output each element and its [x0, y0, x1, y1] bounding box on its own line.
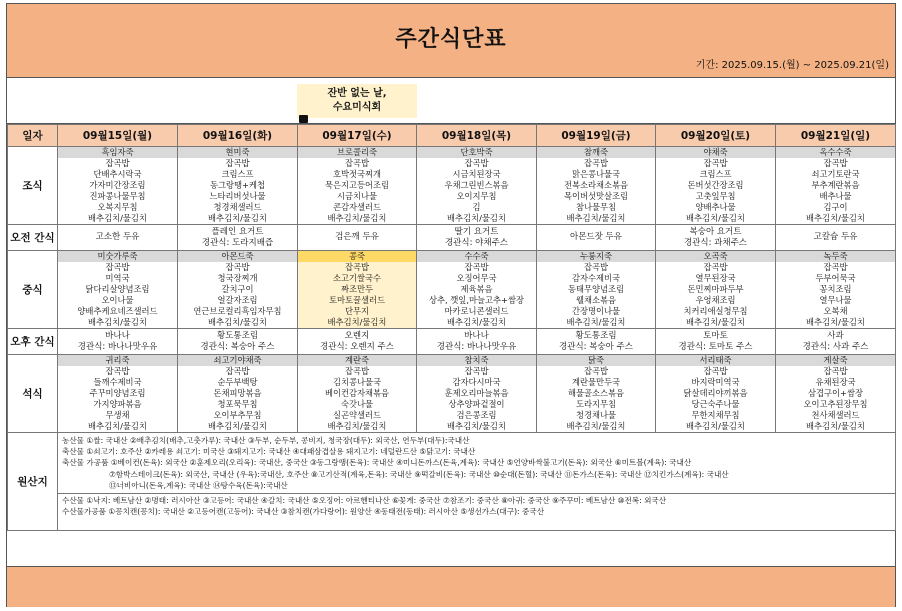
menu-item: 동태무양념조림 [567, 284, 625, 295]
menu-item: 전복소라채소볶음 [563, 180, 629, 191]
porridge-item: 단호박죽 [417, 147, 536, 158]
porridge-item: 닭죽 [537, 355, 655, 366]
menu-item: 크림스프 [699, 169, 732, 180]
menu-sheet [6, 3, 896, 607]
row-origin [8, 433, 896, 531]
menu-item: 배추김치/물김치 [686, 212, 745, 223]
origin-line: 수산물가공품 ①꽁치캔(꽁치): 국내산 ②고등어캔(고등어): 국내산 ③참치캔(가다랑어): 원양산 ④동태전(동태): 러시아산 ⑤생선가스(대구): 중국산 [62, 507, 545, 517]
notice-badge [297, 84, 417, 118]
menu-item: 배추김치/물김치 [327, 212, 387, 223]
menu-item: 잡곡밥 [464, 262, 489, 273]
tube-feed-item: 경관식: 바나나맛우유 [77, 341, 158, 352]
menu-item: 천사채샐러드 [811, 409, 860, 420]
menu-item: 청국장찌개 [217, 273, 258, 284]
menu-cell [776, 329, 896, 355]
menu-item: 돈채피망볶음 [213, 388, 262, 399]
menu-item: 단배추시락국 [93, 169, 142, 180]
menu-item: 단무지 [344, 305, 370, 316]
menu-item: 제육볶음 [460, 284, 493, 295]
snack-item: 플레인 요거트 [211, 226, 264, 237]
menu-item: 꽁치조림 [819, 284, 852, 295]
menu-item: 가지양파볶음 [93, 398, 142, 409]
porridge-item: 브로콜리죽 [298, 147, 416, 158]
menu-item: 잡곡밥 [823, 366, 848, 377]
day-header: 09월19일(금) [537, 125, 656, 147]
menu-item: 잡곡밥 [105, 262, 130, 273]
menu-item: 잡곡밥 [225, 262, 250, 273]
menu-cell [178, 355, 298, 433]
tube-feed-item: 경관식: 도라지배즙 [201, 237, 274, 248]
tube-feed-item: 경관식: 복숭아 주스 [559, 341, 633, 352]
menu-item: 배추김치/물김치 [806, 420, 865, 431]
snack-item: 고소한 두유 [95, 232, 140, 242]
menu-item: 웰채소볶음 [575, 294, 617, 305]
menu-item: 배추김치/물김치 [208, 212, 267, 223]
menu-item: 배추김치/물김치 [566, 420, 626, 431]
menu-item: 얼갈자조림 [217, 294, 258, 305]
menu-cell [656, 147, 776, 225]
menu-item: 배추김치/물김치 [447, 316, 506, 327]
menu-item: 돈버섯간장조림 [687, 180, 744, 191]
menu-item: 잡곡밥 [703, 158, 728, 169]
menu-item: 소고기쌀국수 [332, 273, 382, 284]
menu-item: 양배추케요네즈샐러드 [77, 305, 158, 316]
snack-item: 복숭아 요거트 [689, 226, 742, 237]
menu-item: 잡곡밥 [105, 158, 130, 169]
meal-label: 오후 간식 [8, 329, 58, 355]
snack-item: 사과 [827, 330, 844, 341]
menu-cell [776, 251, 896, 329]
menu-cell [656, 355, 776, 433]
tube-feed-item: 경관식: 토마토 주스 [678, 341, 753, 352]
menu-item: 잡곡밥 [823, 262, 848, 273]
snack-item: 바나나 [464, 330, 489, 341]
origin-line: ⑬너비아니(돈육,계육): 국내산 ⑭탕수육(돈육):국내산 [109, 480, 288, 490]
menu-item: 감자다시마국 [452, 377, 501, 388]
menu-item: 배추김치/물김치 [88, 316, 147, 327]
menu-cell [298, 147, 417, 225]
menu-item: 간장명이나물 [571, 305, 621, 316]
menu-item: 오복지무침 [97, 201, 138, 212]
menu-item: 토마토꿀샐러드 [328, 294, 386, 305]
notice-row [7, 78, 895, 124]
menu-item: 잡곡밥 [225, 158, 250, 169]
menu-item: 오이부추무침 [213, 409, 262, 420]
menu-item: 배추나물 [819, 190, 852, 201]
menu-cell [776, 147, 896, 225]
menu-item: 우채그린빈스볶음 [444, 180, 509, 191]
menu-item: 숙갓나물 [340, 398, 374, 409]
origin-label: 원산지 [8, 433, 58, 531]
menu-item: 양배추나물 [695, 201, 736, 212]
menu-cell [417, 225, 537, 251]
menu-cell [58, 329, 178, 355]
tube-feed-item: 경관식: 사과 주스 [802, 341, 869, 352]
tube-feed-item: 경관식: 복숭아 주스 [200, 341, 275, 352]
origin-line: 축산물 ①쇠고기: 호주산 ②카레용 쇠고기: 미국산 ③돼지고기: 국내산 ④대패삼겹살용 돼지고기: 네덜란드산 ⑤닭고기: 국내산 [62, 447, 476, 457]
porridge-item: 녹두죽 [776, 251, 895, 262]
day-header: 09월17일(수) [298, 125, 417, 147]
menu-item: 청경채샐러드 [213, 201, 262, 212]
menu-item: 실곤약샐러드 [332, 409, 382, 420]
menu-item: 오이지무침 [456, 190, 497, 201]
menu-item: 진파콩나물무침 [89, 190, 146, 201]
menu-cell [298, 251, 417, 329]
menu-cell [178, 225, 298, 251]
meal-label: 조식 [8, 147, 58, 225]
porridge-item: 쇠고기야채죽 [178, 355, 297, 366]
menu-cell [537, 329, 656, 355]
menu-cell [537, 251, 656, 329]
menu-cell [58, 355, 178, 433]
menu-item: 잡곡밥 [464, 158, 489, 169]
notice-line-1: 잔반 없는 날, [327, 88, 387, 99]
divider [58, 493, 895, 494]
origin-line: 수산물 ①낙지: 베트남산 ②명태: 러시아산 ③고등어: 국내산 ④갈치: 국내산 ⑤오징어: 아르헨티나산 ⑥꽃게: 중국산 ⑦참조기: 중국산 ⑧아귀: 중국산 ⑨주꾸미: 베트남산 ⑩전복: 외국산 [62, 496, 667, 506]
menu-item: 잡곡밥 [703, 366, 728, 377]
menu-cell [58, 251, 178, 329]
menu-item: 가자미간장조림 [89, 180, 146, 191]
row-dinner [8, 355, 896, 433]
day-header: 09월18일(목) [417, 125, 537, 147]
day-header: 09월16일(화) [178, 125, 298, 147]
porridge-item: 누룽지죽 [537, 251, 655, 262]
menu-item: 오이고추된장무침 [803, 398, 868, 409]
menu-cell [178, 147, 298, 225]
row-lunch [8, 251, 896, 329]
porridge-item: 계란죽 [298, 355, 416, 366]
menu-item: 배추김치/물김치 [566, 212, 626, 223]
menu-item: 계란물만두국 [571, 377, 621, 388]
porridge-item: 미숫가루죽 [58, 251, 177, 262]
menu-cell [417, 147, 537, 225]
menu-cell [298, 329, 417, 355]
menu-cell [776, 225, 896, 251]
menu-item: 시금치된장국 [452, 169, 501, 180]
menu-item: 잡곡밥 [583, 158, 609, 169]
menu-item: 청경채나물 [575, 409, 617, 420]
header-row [8, 125, 896, 147]
menu-cell [537, 355, 656, 433]
menu-item: 돈민찌마파두부 [687, 284, 744, 295]
meal-label: 오전 간식 [8, 225, 58, 251]
menu-item: 열무나물 [819, 294, 852, 305]
menu-cell [298, 355, 417, 433]
porridge-item: 귀리죽 [58, 355, 177, 366]
tube-feed-item: 경관식: 바나나맛우유 [436, 341, 517, 352]
period-text: 기간: 2025.09.15.(월) ~ 2025.09.21(일) [695, 60, 889, 71]
menu-cell [537, 147, 656, 225]
menu-cell [178, 251, 298, 329]
porridge-item: 콩죽 [298, 251, 416, 262]
origin-line: ⑦함박스테이크(돈육): 외국산, 국내산 (우육):국내산, 호주산 ⑧고기산적(계육,돈육): 국내산 ⑨떡갈비(돈육): 국내산 ⑩순대(돈혈): 국내산 ⑪돈가스(돈육): 국내산 ⑫치킨가스(계육): 국내산 [109, 469, 729, 479]
menu-item: 김구이 [823, 201, 848, 212]
menu-item: 배추김치/물김치 [327, 316, 387, 327]
porridge-item: 야채죽 [656, 147, 775, 158]
day-header: 09월20일(토) [656, 125, 776, 147]
menu-item: 잡곡밥 [703, 262, 728, 273]
menu-cell [776, 355, 896, 433]
menu-item: 시금치나물 [336, 190, 378, 201]
menu-item: 감자수제비국 [571, 273, 621, 284]
title-banner [7, 4, 895, 78]
menu-item: 오징어무국 [456, 273, 497, 284]
menu-item: 닭살데리야끼볶음 [683, 388, 748, 399]
menu-item: 김 [472, 201, 481, 212]
menu-item: 배추김치/물김치 [208, 316, 267, 327]
menu-item: 치커리애실청무침 [683, 305, 748, 316]
porridge-item: 옥수수죽 [776, 147, 895, 158]
menu-item: 오복채 [823, 305, 848, 316]
menu-item: 목이버섯맛살조림 [563, 190, 629, 201]
snack-item: 황도통조림 [216, 330, 259, 341]
menu-item: 무한지채무침 [691, 409, 740, 420]
snack-item: 딸기 요거트 [454, 226, 499, 237]
menu-cell [656, 225, 776, 251]
menu-item: 호박젓국찌개 [332, 169, 382, 180]
porridge-item: 서리태죽 [656, 355, 775, 366]
menu-item: 잡곡밥 [344, 262, 370, 273]
menu-item: 바지락미역국 [691, 377, 740, 388]
day-header: 09월21일(일) [776, 125, 896, 147]
menu-item: 연근브로컬리흑임자무침 [193, 305, 282, 316]
menu-cell [298, 225, 417, 251]
menu-item: 동그랑땡+케첩 [209, 180, 266, 191]
menu-cell [417, 251, 537, 329]
menu-cell [417, 329, 537, 355]
menu-item: 잡곡밥 [105, 366, 130, 377]
menu-item: 김치콩나물국 [332, 377, 382, 388]
menu-cell [537, 225, 656, 251]
menu-item: 들깨수제비국 [93, 377, 142, 388]
menu-item: 배추김치/물김치 [88, 212, 147, 223]
menu-item: 배추김치/물김치 [806, 212, 865, 223]
menu-cell [656, 251, 776, 329]
menu-item: 해물골소스볶음 [567, 388, 625, 399]
row-afternoon-snack [8, 329, 896, 355]
snack-item: 고칼슘 두유 [813, 232, 858, 242]
menu-item: 배추김치/물김치 [686, 420, 745, 431]
page-title: 주간식단표 [395, 27, 507, 52]
notice-line-2: 수요미식회 [332, 102, 382, 113]
menu-item: 잡곡밥 [344, 158, 370, 169]
menu-item: 느타리버섯나물 [209, 190, 266, 201]
menu-item: 참나물무침 [575, 201, 617, 212]
menu-item: 배추김치/물김치 [566, 316, 626, 327]
menu-item: 잡곡밥 [464, 366, 489, 377]
menu-cell [58, 225, 178, 251]
snack-item: 바나나 [105, 330, 130, 341]
menu-cell [178, 329, 298, 355]
menu-item: 잡곡밥 [583, 262, 609, 273]
menu-item: 배추김치/물김치 [686, 316, 745, 327]
menu-item: 묵은지고등어조림 [324, 180, 390, 191]
menu-item: 고춧잎무침 [695, 190, 736, 201]
menu-item: 훈제오리마늘볶음 [444, 388, 509, 399]
menu-item: 잡곡밥 [344, 366, 370, 377]
menu-item: 주꾸미양념조림 [89, 388, 146, 399]
porridge-item: 현미죽 [178, 147, 297, 158]
menu-item: 상추, 깻잎,마늘고추+쌈장 [428, 294, 524, 305]
menu-item: 닭다리살양념조림 [85, 284, 150, 295]
menu-cell [656, 329, 776, 355]
snack-item: 황도통조림 [575, 330, 617, 341]
porridge-item: 참깨죽 [537, 147, 655, 158]
menu-item: 열무된장국 [695, 273, 736, 284]
porridge-item: 게살죽 [776, 355, 895, 366]
tube-feed-item: 경관식: 오렌지 주스 [320, 341, 394, 352]
snack-item: 오렌지 [344, 330, 370, 341]
menu-item: 짜조만두 [340, 284, 374, 295]
snack-item: 아몬드잣 두유 [570, 232, 622, 242]
origin-line: 농산물 ①쌀: 국내산 ②배추김치(배추,고춧가루): 국내산 ③두부, 순두부, 콩비지, 청국장(대두): 외국산, 연두부(대두):국내산 [62, 436, 470, 445]
menu-item: 잡곡밥 [823, 158, 848, 169]
menu-item: 배추김치/물김치 [447, 212, 506, 223]
menu-item: 무생채 [105, 409, 130, 420]
menu-item: 쇠고기토란국 [811, 169, 860, 180]
menu-item: 배추김치/물김치 [327, 420, 387, 431]
menu-item: 배추김치/물김치 [447, 420, 506, 431]
menu-item: 유채된장국 [815, 377, 856, 388]
menu-cell [417, 355, 537, 433]
menu-item: 삼겹구이+쌈장 [807, 388, 864, 399]
menu-item: 갈치구이 [221, 284, 254, 295]
tube-feed-item: 경관식: 과채주스 [683, 237, 748, 248]
menu-item: 우엉채조림 [695, 294, 736, 305]
origin-line: 축산물 가공품 ①베이컨(돈육): 외국산 ②훈제오리(오리육): 국내산, 중국산 ③동그랑땡(돈육): 국내산 ④미니돈까스(돈육,계육): 국내산 ⑤언양바싹불고기(돈육): 외국산 ⑥미트볼(계육): 국내산 [62, 458, 692, 468]
menu-item: 청포묵무침 [217, 398, 258, 409]
porridge-item: 오곡죽 [656, 251, 775, 262]
date-label: 일자 [8, 125, 58, 147]
menu-table [7, 124, 896, 531]
row-breakfast [8, 147, 896, 225]
menu-item: 콘감자샐러드 [332, 201, 382, 212]
snack-item: 검은깨 두유 [335, 232, 379, 242]
menu-item: 잡곡밥 [583, 366, 609, 377]
menu-item: 도라지무침 [575, 398, 617, 409]
porridge-item: 아몬드죽 [178, 251, 297, 262]
menu-item: 미역국 [105, 273, 130, 284]
day-header: 09월15일(월) [58, 125, 178, 147]
footer-banner [7, 566, 895, 607]
menu-item: 배추김치/물김치 [806, 316, 865, 327]
calendar-icon [299, 115, 308, 123]
porridge-item: 수수죽 [417, 251, 536, 262]
porridge-item: 흑임자죽 [58, 147, 177, 158]
menu-cell [58, 147, 178, 225]
menu-item: 순두부백탕 [217, 377, 258, 388]
menu-item: 오이나물 [101, 294, 134, 305]
menu-item: 배추김치/물김치 [208, 420, 267, 431]
menu-item: 마카로니콘샐러드 [444, 305, 509, 316]
menu-item: 크림스프 [221, 169, 254, 180]
row-morning-snack [8, 225, 896, 251]
notice-line-2-wrap [297, 101, 417, 123]
menu-item: 상추양파겉절이 [448, 398, 505, 409]
menu-item: 부추계란볶음 [811, 180, 860, 191]
menu-item: 베이컨감자채볶음 [324, 388, 390, 399]
menu-item: 검은콩조림 [456, 409, 497, 420]
meal-label: 석식 [8, 355, 58, 433]
menu-item: 잡곡밥 [225, 366, 250, 377]
meal-label: 중식 [8, 251, 58, 329]
menu-item: 당근숙주나물 [691, 398, 740, 409]
menu-item: 두부어묵국 [815, 273, 856, 284]
menu-item: 배추김치/물김치 [88, 420, 147, 431]
snack-item: 토마토 [703, 330, 728, 341]
menu-item: 맑은콩나물국 [571, 169, 621, 180]
origin-details [58, 433, 896, 531]
tube-feed-item: 경관식: 야채주스 [444, 237, 509, 248]
porridge-item: 참치죽 [417, 355, 536, 366]
